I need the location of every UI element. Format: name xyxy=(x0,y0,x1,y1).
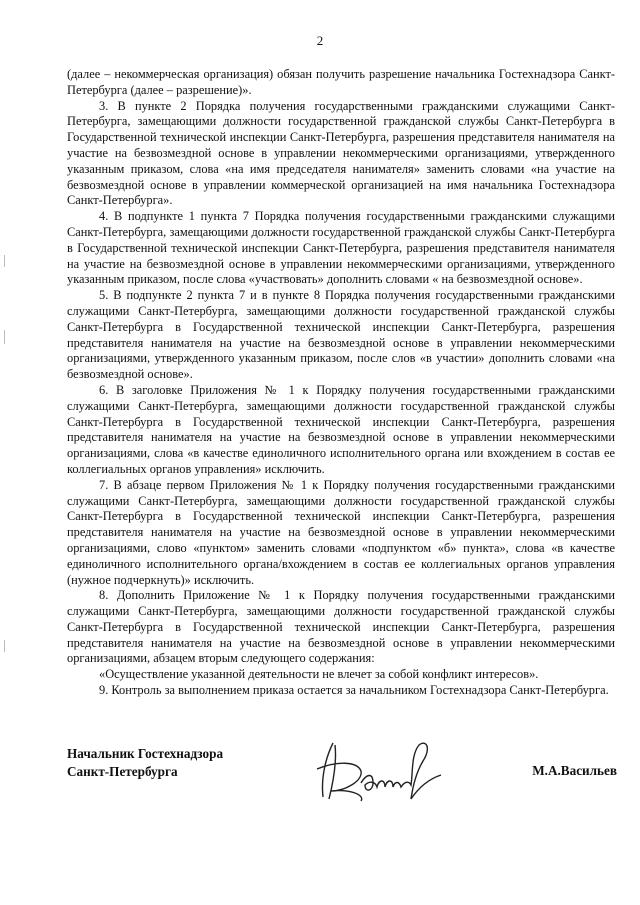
signer-title-line-2: Санкт-Петербурга xyxy=(67,764,178,779)
signer-title-line-1: Начальник Гостехнадзора xyxy=(67,746,224,761)
paragraph-item-6: 6. В заголовке Приложения № 1 к Порядку получения государственными гражданскими служащими Санкт-Петербурга, замещающими должности государственной гражданской службы Санкт-Петербурга в Государственной технической инспекции Санкт-Петербурга, разрешения представителя нанимателя на участие на безвозмездной основе в управлении некоммерческими организациями, слова «в качестве единоличного исполнительного органа или вхождением в состав ее коллегиальных органов управления» исключить. xyxy=(67,382,615,476)
paragraph-continuation: (далее – некоммерческая организация) обязан получить разрешение начальника Гостехнадзора Санкт-Петербурга (далее – разрешение)». xyxy=(67,67,615,97)
paragraph-item-4: 4. В подпункте 1 пункта 7 Порядка получения государственными гражданскими служащими Санкт-Петербурга, замещающими должности государственной гражданской службы Санкт-Петербурга в Государственной технической инспекции Санкт-Петербурга, разрешения представителя нанимателя на участие на безвозмездной основе в управлении некоммерческими организациями, утвержденного указанным приказом, после слова «участвовать» дополнить словами « на безвозмездной основе». xyxy=(67,209,615,287)
signature-block xyxy=(67,735,617,810)
paragraph-item-9: 9. Контроль за выполнением приказа остается за начальником Гостехнадзора Санкт-Петербурга. xyxy=(99,683,609,698)
page-number: 2 xyxy=(316,33,324,48)
document-body xyxy=(67,67,615,699)
paragraph-item-3: 3. В пункте 2 Порядка получения государственными гражданскими служащими Санкт-Петербурга, замещающими должности государственной гражданской службы Санкт-Петербурга в Государственной технической инспекции Санкт-Петербурга, разрешения представителя нанимателя на участие на безвозмездной основе в управлении некоммерческими организациями, утвержденного указанным приказом, слова «на имя председателя нанимателя» заменить словами «на участие на безвозмездной основе в управлении коммерческой организацией на имя начальника Гостехнадзора Санкт-Петербурга». xyxy=(67,98,615,208)
paragraph-item-5: 5. В подпункте 2 пункта 7 и в пункте 8 Порядка получения государственными гражданскими служащими Санкт-Петербурга, замещающими должности государственной гражданской службы Санкт-Петербурга в Государственной технической инспекции Санкт-Петербурга, разрешения представителя нанимателя на участие на безвозмездной основе в управлении некоммерческими организациями, утвержденного указанным приказом, после слов «в участии» дополнить словами «на безвозмездной основе». xyxy=(67,288,615,382)
paragraph-item-8: 8. Дополнить Приложение № 1 к Порядку получения государственными гражданскими служащими Санкт-Петербурга, замещающими должности государственной гражданской службы Санкт-Петербурга в Государственной технической инспекции Санкт-Петербурга, разрешения представителя нанимателя на участие на безвозмездной основе в управлении некоммерческими организациями, абзацем вторым следующего содержания: xyxy=(67,588,615,666)
paragraph-item-7: 7. В абзаце первом Приложения № 1 к Порядку получения государственными гражданскими служащими Санкт-Петербурга, замещающими должности государственной гражданской службы Санкт-Петербурга в Государственной технической инспекции Санкт-Петербурга, разрешения представителя нанимателя на участие на безвозмездной основе в управлении некоммерческими организациями, слово «пунктом» заменить словами «подпунктом «б» пункта», слова «в качестве единоличного исполнительного органа/вхождением в состав ее коллегиальных органов управления (нужное подчеркнуть)» исключить. xyxy=(67,477,615,587)
signer-name: М.А.Васильев xyxy=(532,763,617,778)
paragraph-quote: «Осуществление указанной деятельности не влечет за собой конфликт интересов». xyxy=(99,667,539,682)
scan-margin-mark xyxy=(4,255,5,267)
handwritten-signature xyxy=(303,735,453,805)
scan-margin-mark xyxy=(4,640,5,652)
scan-margin-mark xyxy=(4,330,5,344)
signer-title xyxy=(67,745,223,781)
